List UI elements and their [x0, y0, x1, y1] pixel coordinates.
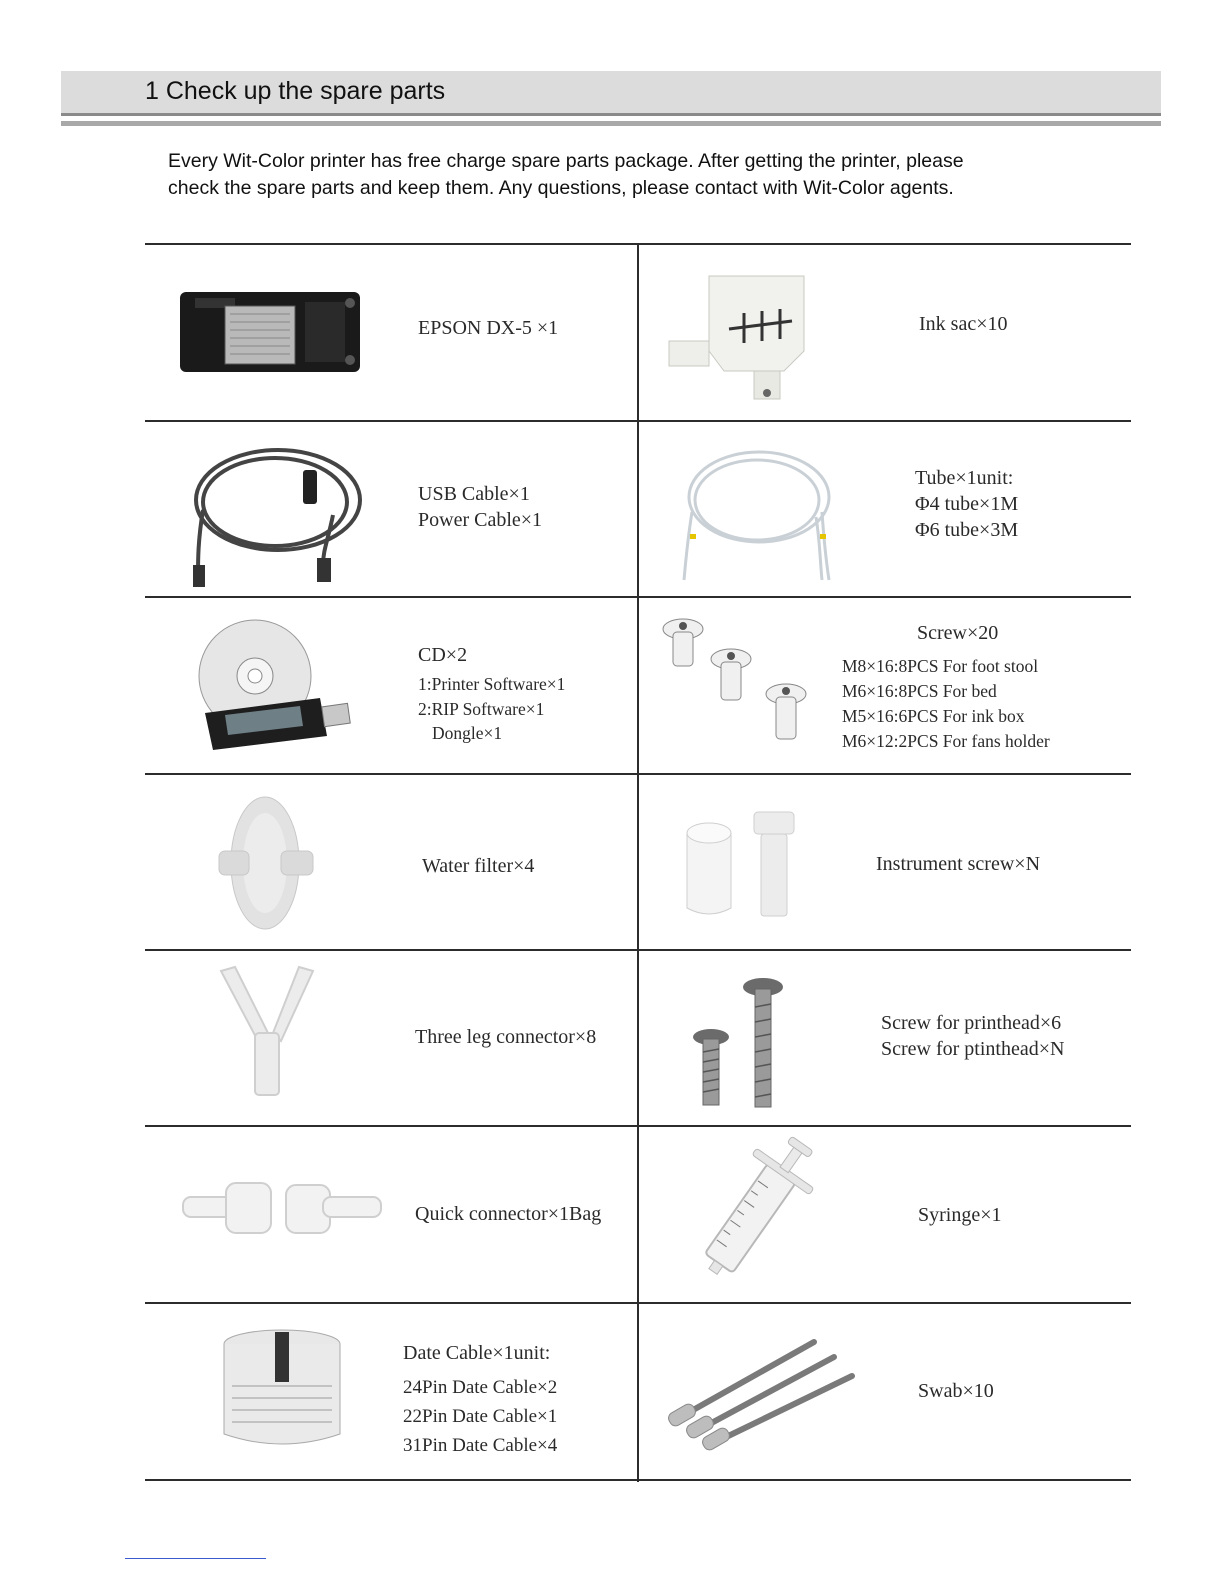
- intro-line: Every Wit-Color printer has free charge spare parts package. After getting the printer, please: [168, 150, 964, 172]
- tube-icon: [674, 442, 834, 587]
- part-label: Screw for printhead×6 Screw for ptinthead×N: [881, 1012, 1065, 1060]
- part-cell-cd: [145, 596, 637, 773]
- part-cell-screw: [639, 596, 1131, 773]
- part-cell-cables: [145, 420, 637, 597]
- screw-icon: [661, 614, 821, 754]
- part-cell-ink-sac: [639, 243, 1131, 420]
- part-cell-swab: [639, 1302, 1131, 1479]
- three-leg-connector-icon: [213, 963, 323, 1103]
- intro-paragraph: [168, 148, 1128, 202]
- section-divider: [61, 113, 1161, 116]
- part-label: Three leg connector×8: [415, 1026, 597, 1048]
- quick-connector-icon: [181, 1175, 386, 1245]
- usb-cable-icon: [183, 440, 368, 590]
- part-label: Syringe×1: [918, 1204, 1002, 1226]
- part-label: EPSON DX-5 ×1: [418, 317, 559, 339]
- printhead-screw-icon: [691, 977, 801, 1117]
- part-label: Water filter×4: [422, 855, 535, 877]
- part-cell-instrument-screw: [639, 773, 1131, 950]
- swab-icon: [664, 1332, 859, 1452]
- section-title: 1 Check up the spare parts: [145, 77, 446, 105]
- part-label: Tube×1unit: Φ4 tube×1M Φ6 tube×3M: [915, 467, 1019, 541]
- intro-line: check the spare parts and keep them. Any questions, please contact with Wit-Color agents.: [168, 177, 954, 199]
- part-label: CD×2 1:Printer Software×1 2:RIP Software×1 Dongle×1: [418, 644, 566, 743]
- part-cell-water-filter: [145, 773, 637, 950]
- part-cell-tube: [639, 420, 1131, 597]
- ink-sac-icon: [664, 271, 824, 406]
- part-cell-printhead-screw: [639, 949, 1131, 1126]
- part-cell-printhead: [145, 243, 637, 420]
- instrument-screw-icon: [679, 808, 809, 923]
- part-label: Instrument screw×N: [876, 853, 1041, 875]
- part-label: Quick connector×1Bag: [415, 1203, 602, 1225]
- section-divider-shadow: [61, 121, 1161, 126]
- footer-link-underline: [125, 1558, 266, 1559]
- part-cell-quick-connector: [145, 1125, 637, 1302]
- part-label: Ink sac×10: [919, 313, 1008, 335]
- printhead-icon: [175, 288, 365, 378]
- cd-dongle-icon: [195, 618, 355, 753]
- part-label: USB Cable×1 Power Cable×1: [418, 483, 543, 531]
- part-label: Swab×10: [918, 1380, 994, 1402]
- part-label: Date Cable×1unit: 24Pin Date Cable×2 22Pin Date Cable×1 31Pin Date Cable×4: [403, 1342, 558, 1456]
- spare-parts-table: [145, 243, 1131, 1482]
- part-cell-three-leg: [145, 949, 637, 1126]
- part-cell-date-cable: [145, 1302, 637, 1479]
- syringe-icon: [691, 1135, 821, 1285]
- part-label: Screw×20 M8×16:8PCS For foot stool M6×16:8PCS For bed M5×16:6PCS For ink box M6×12:2PCS For fans holder: [842, 622, 1050, 751]
- date-cable-icon: [220, 1326, 345, 1456]
- part-cell-syringe: [639, 1125, 1131, 1302]
- water-filter-icon: [215, 793, 325, 933]
